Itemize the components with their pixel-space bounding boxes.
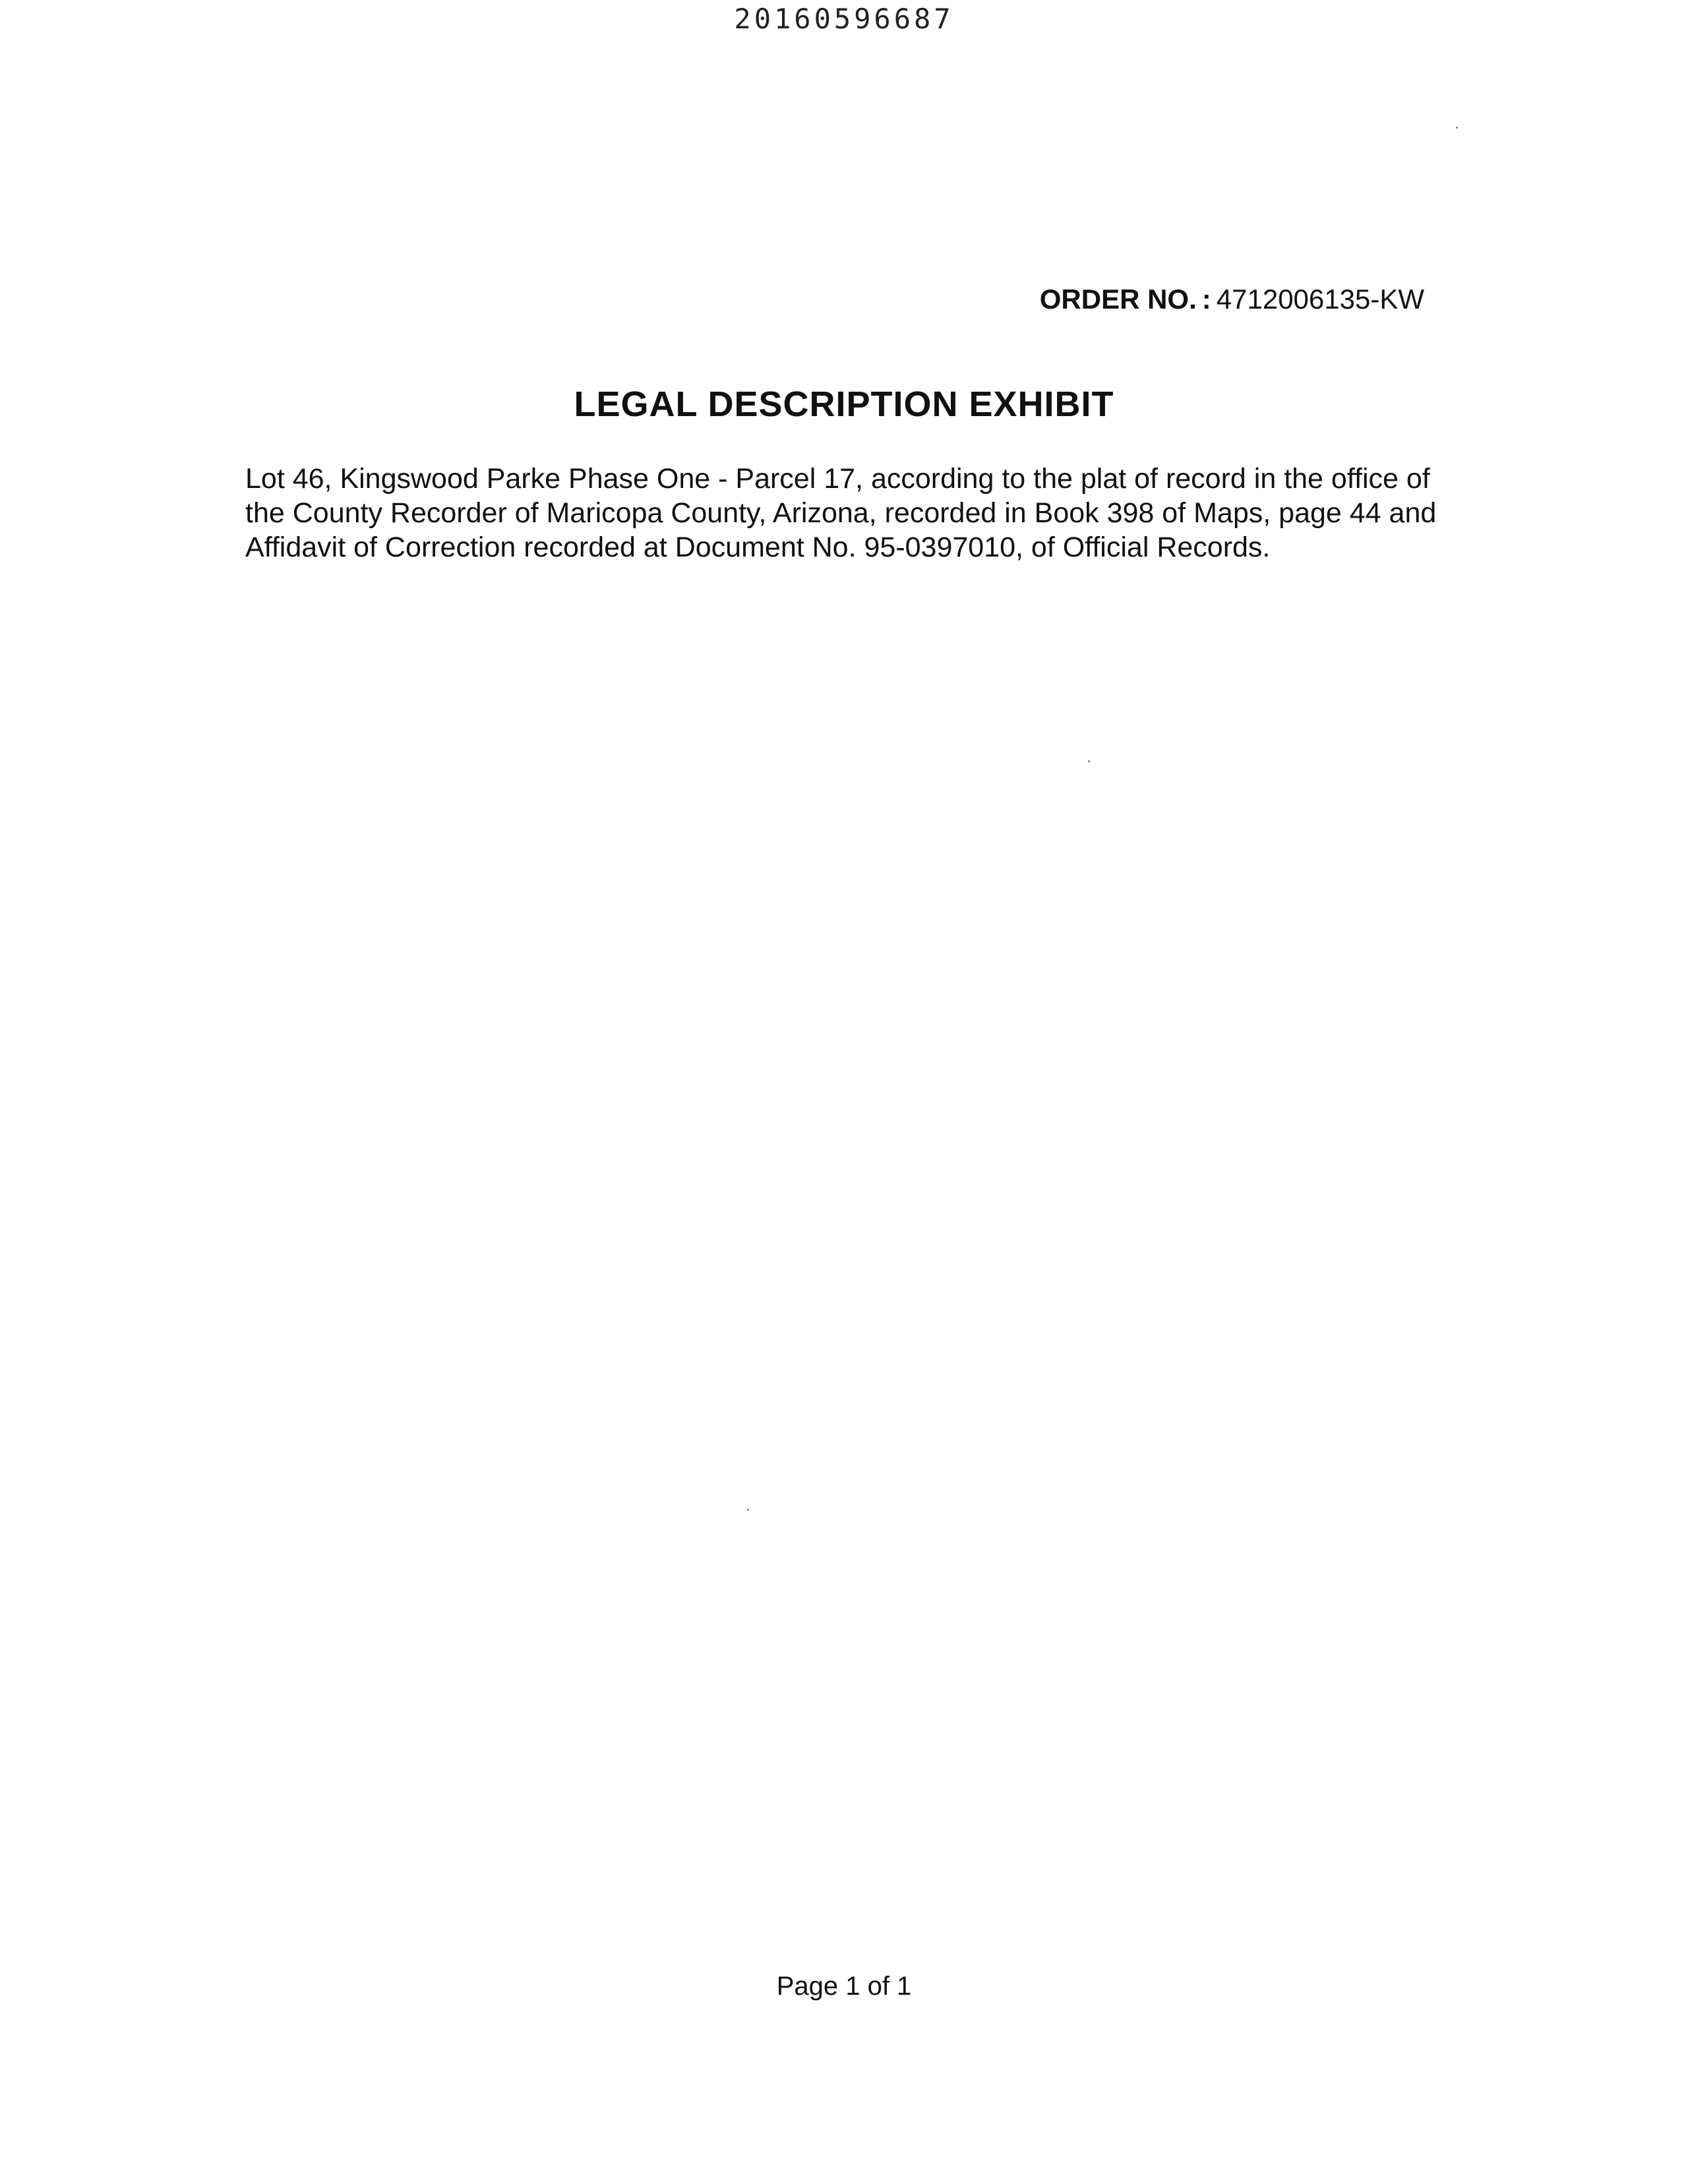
scan-speck (1088, 760, 1090, 762)
recording-document-number: 20160596687 (734, 3, 954, 35)
order-number-line (1040, 284, 1424, 315)
order-number-label: ORDER NO. (1039, 284, 1197, 315)
legal-description-line-2: the County Recorder of Maricopa County, Arizona, recorded in Book 398 of Maps, page 44 and (245, 497, 1437, 529)
legal-description-paragraph (245, 462, 1445, 564)
scan-speck (747, 1509, 749, 1511)
exhibit-title: LEGAL DESCRIPTION EXHIBIT (574, 384, 1114, 424)
order-number-value: 4712006135-KW (1216, 284, 1424, 315)
scan-speck (1456, 127, 1458, 129)
page-number-footer: Page 1 of 1 (776, 1972, 912, 2001)
legal-description-line-1: Lot 46, Kingswood Parke Phase One - Parcel 17, according to the plat of record in the office of (245, 463, 1430, 495)
legal-description-line-3: Affidavit of Correction recorded at Document No. 95-0397010, of Official Records. (245, 531, 1271, 563)
order-number-separator: : (1201, 284, 1211, 315)
